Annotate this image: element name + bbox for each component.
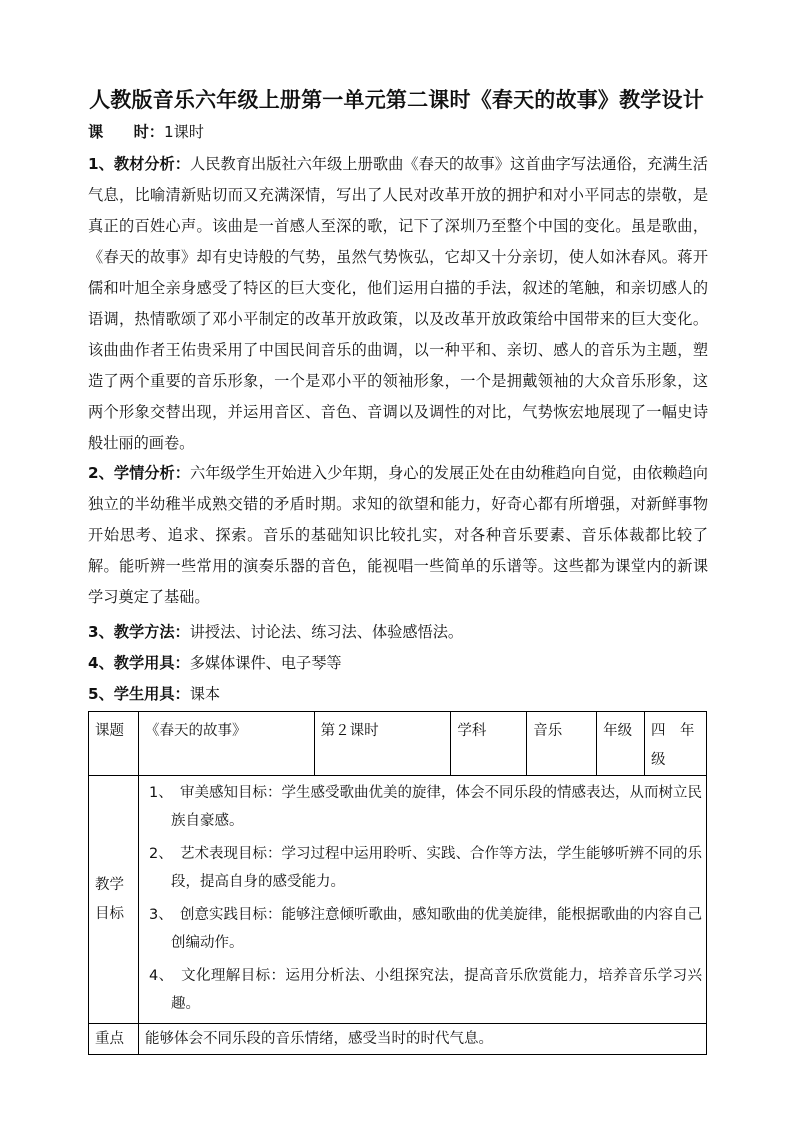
period-value: 1课时: [163, 123, 204, 141]
section-text: 课本: [189, 685, 221, 703]
period-line: [88, 122, 204, 142]
goals-list: [139, 776, 706, 1018]
section-student-analysis: [88, 458, 708, 613]
section-text: 六年级学生开始进入少年期，身心的发展正处在由幼稚趋向自觉，由依赖趋向独立的半幼稚半成熟交错的矛盾时期。求知的欲望和能力，好奇心都有所增强，对新鲜事物开始思考、追求、探索。音乐的基础知识比较扎实，对各种音乐要素、音乐体裁都比较了解。能听辨一些常用的演奏乐器的音色，能视唱一些简单的乐谱等。这些都为课堂内的新课学习奠定了基础。: [88, 464, 708, 606]
goal-item: 3、 创意实践目标：能够注意倾听歌曲，感知歌曲的优美旋律，能根据歌曲的内容自己创编动作。: [148, 907, 702, 951]
section-label: 5、学生用具：: [88, 685, 190, 703]
section-teaching-methods: [88, 622, 463, 642]
period-label: 课 时：: [88, 123, 164, 141]
topic-value-cell: 《春天的故事》: [138, 712, 314, 776]
section-teaching-tools: [88, 653, 342, 673]
topic-label-cell: 课题: [89, 712, 139, 776]
subject-value-cell: 音乐: [527, 712, 597, 776]
section-label: 2、学情分析：: [88, 464, 191, 482]
subject-label-cell: 学科: [451, 712, 527, 776]
table-row: [89, 776, 707, 1024]
lesson-table: [88, 711, 707, 1055]
goals-label-cell: [89, 776, 139, 1024]
goal-item: 1、 审美感知目标：学生感受歌曲优美的旋律，体会不同乐段的情感表达，从而树立民族自豪感。: [148, 785, 702, 829]
goals-cell: [138, 776, 706, 1024]
section-textbook-analysis: [88, 149, 708, 459]
lesson-cell: 第２课时: [314, 712, 451, 776]
section-student-tools: [88, 684, 220, 704]
focus-text-cell: 能够体会不同乐段的音乐情绪，感受当时的时代气息。: [138, 1024, 706, 1055]
grade-value-cell: 四 年级: [645, 712, 707, 776]
section-text: 人民教育出版社六年级上册歌曲《春天的故事》这首曲字写法通俗，充满生活气息，比喻清新贴切而又充满深情，写出了人民对改革开放的拥护和对小平同志的崇敬，是真正的百姓心声。该曲是一首感人至深的歌，记下了深圳乃至整个中国的变化。虽是歌曲，《春天的故事》却有史诗般的气势，虽然气势恢弘，它却又十分亲切，使人如沐春风。蒋开儒和叶旭全亲身感受了特区的巨大变化，他们运用白描的手法，叙述的笔触，和亲切感人的语调，热情歌颂了邓小平制定的改革开放政策，以及改革开放政策给中国带来的巨大变化。该曲曲作者王佑贵采用了中国民间音乐的曲调，以一种平和、亲切、感人的音乐为主题，塑造了两个重要的音乐形象，一个是邓小平的领袖形象，一个是拥戴领袖的大众音乐形象，这两个形象交替出现，并运用音区、音色、音调以及调性的对比，气势恢宏地展现了一幅史诗般壮丽的画卷。: [88, 155, 708, 452]
section-text: 讲授法、讨论法、练习法、体验感悟法。: [189, 623, 464, 641]
goal-item: 2、 艺术表现目标：学习过程中运用聆听、实践、合作等方法，学生能够听辨不同的乐段，提高自身的感受能力。: [148, 846, 702, 890]
goals-label: 教学目标: [95, 876, 124, 922]
section-label: 3、教学方法：: [88, 623, 190, 641]
focus-label-cell: 重点: [89, 1024, 139, 1055]
table-row: [89, 1024, 707, 1055]
document-title: 人教版音乐六年级上册第一单元第二课时《春天的故事》教学设计: [89, 87, 704, 112]
goal-item: 4、 文化理解目标：运用分析法、小组探究法，提高音乐欣赏能力，培养音乐学习兴趣。: [148, 968, 702, 1012]
grade-label-cell: 年级: [597, 712, 645, 776]
table-row: [89, 712, 707, 776]
section-label: 1、教材分析：: [88, 155, 191, 173]
section-text: 多媒体课件、电子琴等: [189, 654, 342, 672]
section-label: 4、教学用具：: [88, 654, 190, 672]
